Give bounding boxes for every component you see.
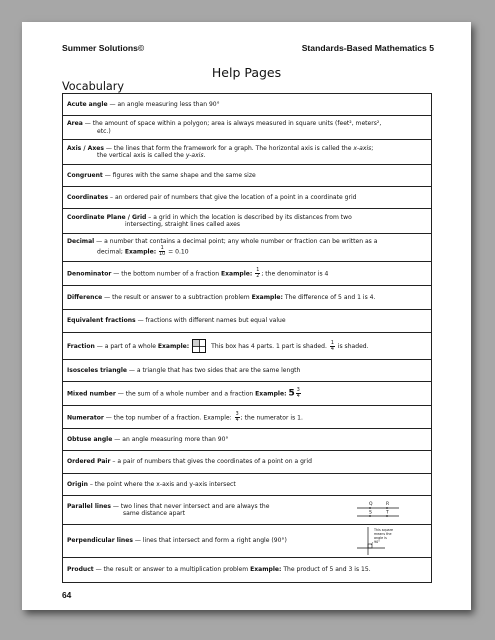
definition: – an ordered pair of numbers that give the location of a point in a coordinate grid [108, 193, 357, 201]
term: Area [67, 120, 83, 128]
perpendicular-lines-diagram [355, 526, 401, 556]
section-title: Vocabulary [62, 80, 125, 93]
fraction [296, 388, 301, 399]
label-s: S [369, 510, 372, 516]
point-s [369, 515, 371, 517]
term: Product [67, 566, 94, 574]
entry-difference [63, 286, 431, 310]
label-t: T [386, 510, 389, 516]
entry-perpendicular-lines [63, 525, 431, 558]
definition-line-2: decimal; [97, 248, 125, 256]
point-q [369, 507, 371, 509]
term: Difference [67, 293, 103, 301]
example-text: ; the denominator is 4 [261, 270, 329, 278]
entry-acute-angle [63, 94, 431, 116]
example-label: Example: [251, 293, 283, 301]
term: Coordinates [67, 193, 109, 201]
label-r: R [386, 502, 390, 507]
definition: — a triangle that has two sides that are the same length [127, 366, 301, 374]
definition: — lines that intersect and form a right angle (90°) [132, 537, 287, 545]
example-label: Example: [124, 248, 157, 256]
term: Perpendicular lines [67, 537, 133, 545]
definition: — an angle measuring more than 90° [112, 435, 229, 443]
entry-coordinate-plane [63, 209, 431, 234]
definition-line-1: — a number that contains a decimal point; any whole number or fraction can be written as a [94, 238, 378, 246]
example-text: This box has 4 parts. 1 part is shaded. [209, 343, 329, 350]
definition: — fractions with different names but equal value [135, 317, 286, 325]
term: Equivalent fractions [67, 317, 136, 325]
definition: — the top number of a fraction. Example: [103, 414, 234, 421]
page-title: Help Pages [211, 65, 282, 80]
example-label: Example: [250, 566, 282, 574]
fraction-numerator: 1 [256, 268, 260, 273]
definition-line-1: – a grid in which the location is described by its distances from two [146, 213, 352, 221]
definition: – a pair of numbers that gives the coordinates of a point on a grid [110, 458, 312, 466]
note-line-3: angle is [374, 536, 387, 540]
example-value: = 0.10 [166, 248, 189, 256]
fraction-denominator: 4 [296, 394, 300, 399]
entry-congruent [63, 165, 431, 187]
definition: — a part of a whole [94, 343, 158, 350]
example-label: Example: [255, 390, 287, 398]
fraction [235, 412, 240, 423]
term: Ordered Pair [67, 458, 111, 466]
definition-line-1: — two lines that never intersect and are always the [111, 502, 270, 510]
entry-origin [63, 474, 431, 496]
entry-denominator [63, 262, 431, 286]
shaded-part [193, 340, 199, 346]
definition-line-2: the vertical axis is called the [97, 152, 186, 159]
fraction-denominator: 4 [235, 417, 239, 423]
term: Decimal [67, 238, 95, 246]
term: Coordinate Plane / Grid [67, 213, 147, 221]
four-part-box-icon [192, 339, 206, 353]
example-text-end: is shaded. [335, 343, 369, 350]
fraction [330, 341, 335, 352]
term: Origin [67, 480, 88, 488]
fraction-denominator: 2 [256, 274, 260, 279]
definition: — the bottom number of a fraction [111, 270, 221, 278]
entry-axis [63, 140, 431, 165]
point-t [386, 515, 388, 517]
definition: — the result or answer to a multiplication problem [93, 566, 251, 574]
punctuation: ; [371, 144, 374, 152]
term: Mixed number [67, 390, 116, 398]
fraction [255, 268, 260, 279]
entry-fraction [63, 333, 431, 360]
definition-line-2: intersecting, straight lines called axes [125, 221, 241, 228]
document-page [22, 22, 471, 610]
fraction-numerator: 1 [160, 245, 164, 251]
entry-mixed-number [63, 382, 431, 406]
page-number: 64 [62, 590, 72, 600]
note-line-4: 90° [374, 540, 380, 544]
entry-equivalent-fractions [63, 310, 431, 333]
definition-line-1: — the amount of space within a polygon; area is always measured in square units (feet², meters², [82, 120, 382, 128]
term: Axis / Axes [67, 144, 104, 152]
term: Denominator [67, 270, 112, 278]
entry-parallel-lines [63, 496, 431, 525]
definition: — figures with the same shape and the same size [102, 171, 256, 179]
y-axis-term: y-axis [185, 152, 204, 159]
example-text: ; the numerator is 1. [240, 414, 303, 421]
punctuation: . [203, 152, 206, 159]
definition: – the point where the x-axis and y-axis intersect [87, 480, 236, 488]
fraction [159, 246, 165, 257]
term: Congruent [67, 171, 103, 179]
entry-product [63, 558, 431, 582]
header-right: Standards-Based Mathematics 5 [301, 43, 434, 53]
note-line-2: means the [374, 532, 392, 536]
term: Fraction [67, 343, 95, 350]
mixed-whole: 5 [288, 388, 295, 399]
definition-line-1: — the lines that form the framework for a graph. The horizontal axis is called the [103, 144, 354, 152]
example-label: Example: [157, 343, 190, 350]
term: Isosceles triangle [67, 366, 127, 374]
term: Parallel lines [67, 502, 111, 510]
header-left: Summer Solutions© [62, 43, 145, 53]
fraction-denominator: 4 [330, 346, 334, 352]
definition: — the sum of a whole number and a fraction [115, 390, 256, 398]
term: Acute angle [67, 100, 108, 108]
example-text: The product of 5 and 3 is 15. [281, 566, 371, 574]
entry-decimal [63, 234, 431, 262]
fraction-numerator: 1 [330, 340, 334, 346]
definition-line-2: etc.) [97, 127, 111, 135]
term: Obtuse angle [67, 435, 113, 443]
definition: — an angle measuring less than 90° [107, 100, 220, 108]
entry-coordinates [63, 187, 431, 209]
parallel-lines-diagram [355, 499, 401, 521]
term: Numerator [67, 414, 104, 421]
fraction-numerator: 3 [296, 388, 300, 393]
entry-area [63, 116, 431, 140]
x-axis-term: x-axis [353, 144, 372, 152]
note-line-1: This square [374, 528, 394, 532]
fraction-denominator: 10 [159, 251, 166, 257]
definition: — the result or answer to a subtraction problem [102, 293, 252, 301]
entry-obtuse-angle [63, 429, 431, 451]
example-label: Example: [220, 270, 253, 278]
entry-isosceles-triangle [63, 360, 431, 382]
example-text: The difference of 5 and 1 is 4. [282, 293, 376, 301]
label-q: Q [369, 502, 373, 507]
point-r [386, 507, 388, 509]
entry-numerator [63, 406, 431, 429]
definition-line-2: same distance apart [123, 510, 186, 517]
entry-ordered-pair [63, 451, 431, 474]
running-header [62, 43, 434, 53]
fraction-numerator: 3 [235, 411, 239, 417]
vocabulary-table [62, 93, 432, 583]
